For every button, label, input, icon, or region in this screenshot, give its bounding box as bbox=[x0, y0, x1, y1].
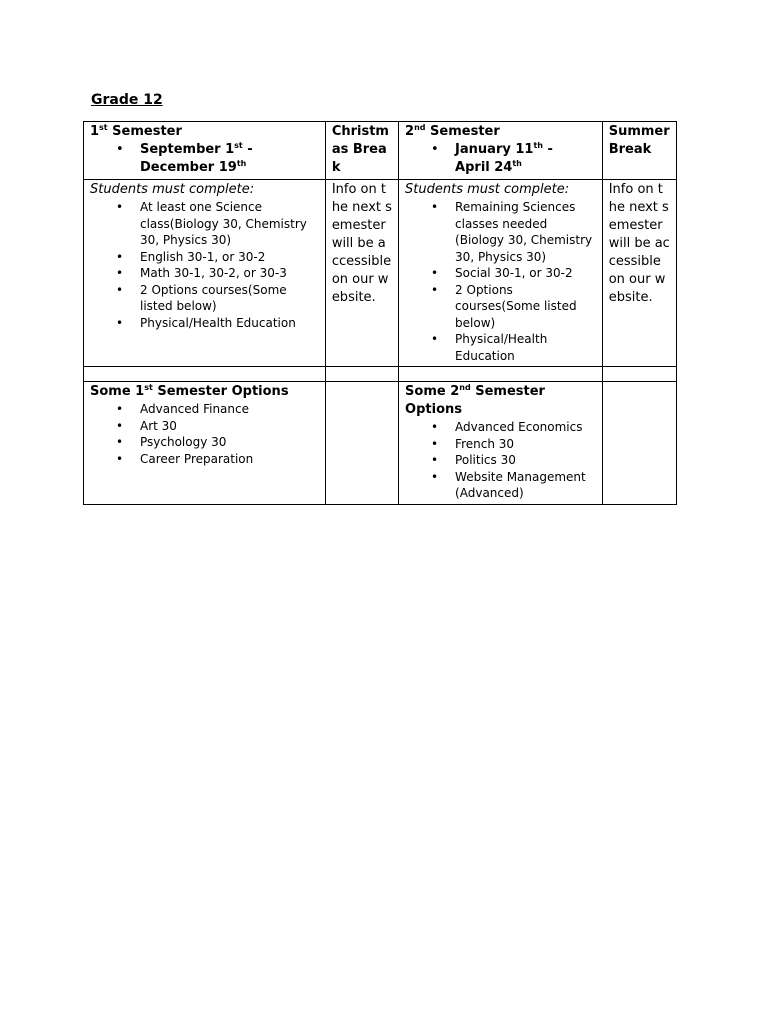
sem2-requirements-list bbox=[405, 199, 596, 364]
list-item: • At least one Science class(Biology 30, Chemistry 30, Physics 30) bbox=[140, 199, 319, 249]
sem2-options-title: Some 2nd Semester Options bbox=[405, 383, 545, 417]
sem2-requirements-lead: Students must complete: bbox=[405, 182, 570, 197]
sem2-options-cell bbox=[399, 382, 603, 505]
summer-info: Info on the next semester will be accessible on our website. bbox=[602, 180, 676, 367]
list-item: • French 30 bbox=[455, 436, 596, 453]
list-item: • Social 30-1, or 30-2 bbox=[455, 265, 596, 282]
list-item: • Advanced Economics bbox=[455, 419, 596, 436]
spacer-cell bbox=[84, 367, 326, 382]
list-item: • Politics 30 bbox=[455, 452, 596, 469]
list-item: • Math 30-1, 30-2, or 30-3 bbox=[140, 265, 319, 282]
summer-options-cell bbox=[602, 382, 676, 505]
sem1-options-cell bbox=[84, 382, 326, 505]
spacer-cell bbox=[602, 367, 676, 382]
header-row bbox=[84, 122, 677, 180]
sem2-title: 2nd Semester bbox=[405, 123, 500, 139]
christmas-info: Info on the next semester will be accessible on our website. bbox=[325, 180, 398, 367]
sem1-options-title: Some 1st Semester Options bbox=[90, 383, 289, 399]
sem1-requirements-lead: Students must complete: bbox=[90, 182, 255, 197]
list-item: • Psychology 30 bbox=[140, 434, 319, 451]
sem1-requirements-cell bbox=[84, 180, 326, 367]
sem2-requirements-cell bbox=[399, 180, 603, 367]
sem1-title: 1st Semester bbox=[90, 123, 182, 139]
spacer-cell bbox=[325, 367, 398, 382]
list-item: • Advanced Finance bbox=[140, 401, 319, 418]
christmas-options-cell bbox=[325, 382, 398, 505]
sem1-header-cell bbox=[84, 122, 326, 180]
summer-break-header: Summer Break bbox=[602, 122, 676, 180]
list-item: • Art 30 bbox=[140, 418, 319, 435]
christmas-break-header: Christmas Break bbox=[325, 122, 398, 180]
sem1-date-range: • September 1st - December 19th bbox=[140, 141, 319, 177]
list-item: • 2 Options courses(Some listed below) bbox=[140, 282, 319, 315]
page-title: Grade 12 bbox=[91, 92, 163, 108]
sem2-options-list bbox=[405, 419, 596, 502]
list-item: • Website Management (Advanced) bbox=[455, 469, 596, 502]
sem2-date-range: • January 11th - April 24th bbox=[455, 141, 596, 177]
list-item: • English 30-1, or 30-2 bbox=[140, 249, 319, 266]
spacer-cell bbox=[399, 367, 603, 382]
options-row bbox=[84, 382, 677, 505]
list-item: • 2 Options courses(Some listed below) bbox=[455, 282, 596, 332]
list-item: • Career Preparation bbox=[140, 451, 319, 468]
spacer-row bbox=[84, 367, 677, 382]
sem2-header-cell bbox=[399, 122, 603, 180]
list-item: • Remaining Sciences classes needed (Biology 30, Chemistry 30, Physics 30) bbox=[455, 199, 596, 265]
requirements-row bbox=[84, 180, 677, 367]
sem2-dates bbox=[405, 141, 596, 177]
list-item: • Physical/Health Education bbox=[140, 315, 319, 332]
sem1-requirements-list bbox=[90, 199, 319, 331]
sem1-options-list bbox=[90, 401, 319, 467]
schedule-table bbox=[83, 121, 677, 505]
list-item: • Physical/Health Education bbox=[455, 331, 596, 364]
sem1-dates bbox=[90, 141, 319, 177]
